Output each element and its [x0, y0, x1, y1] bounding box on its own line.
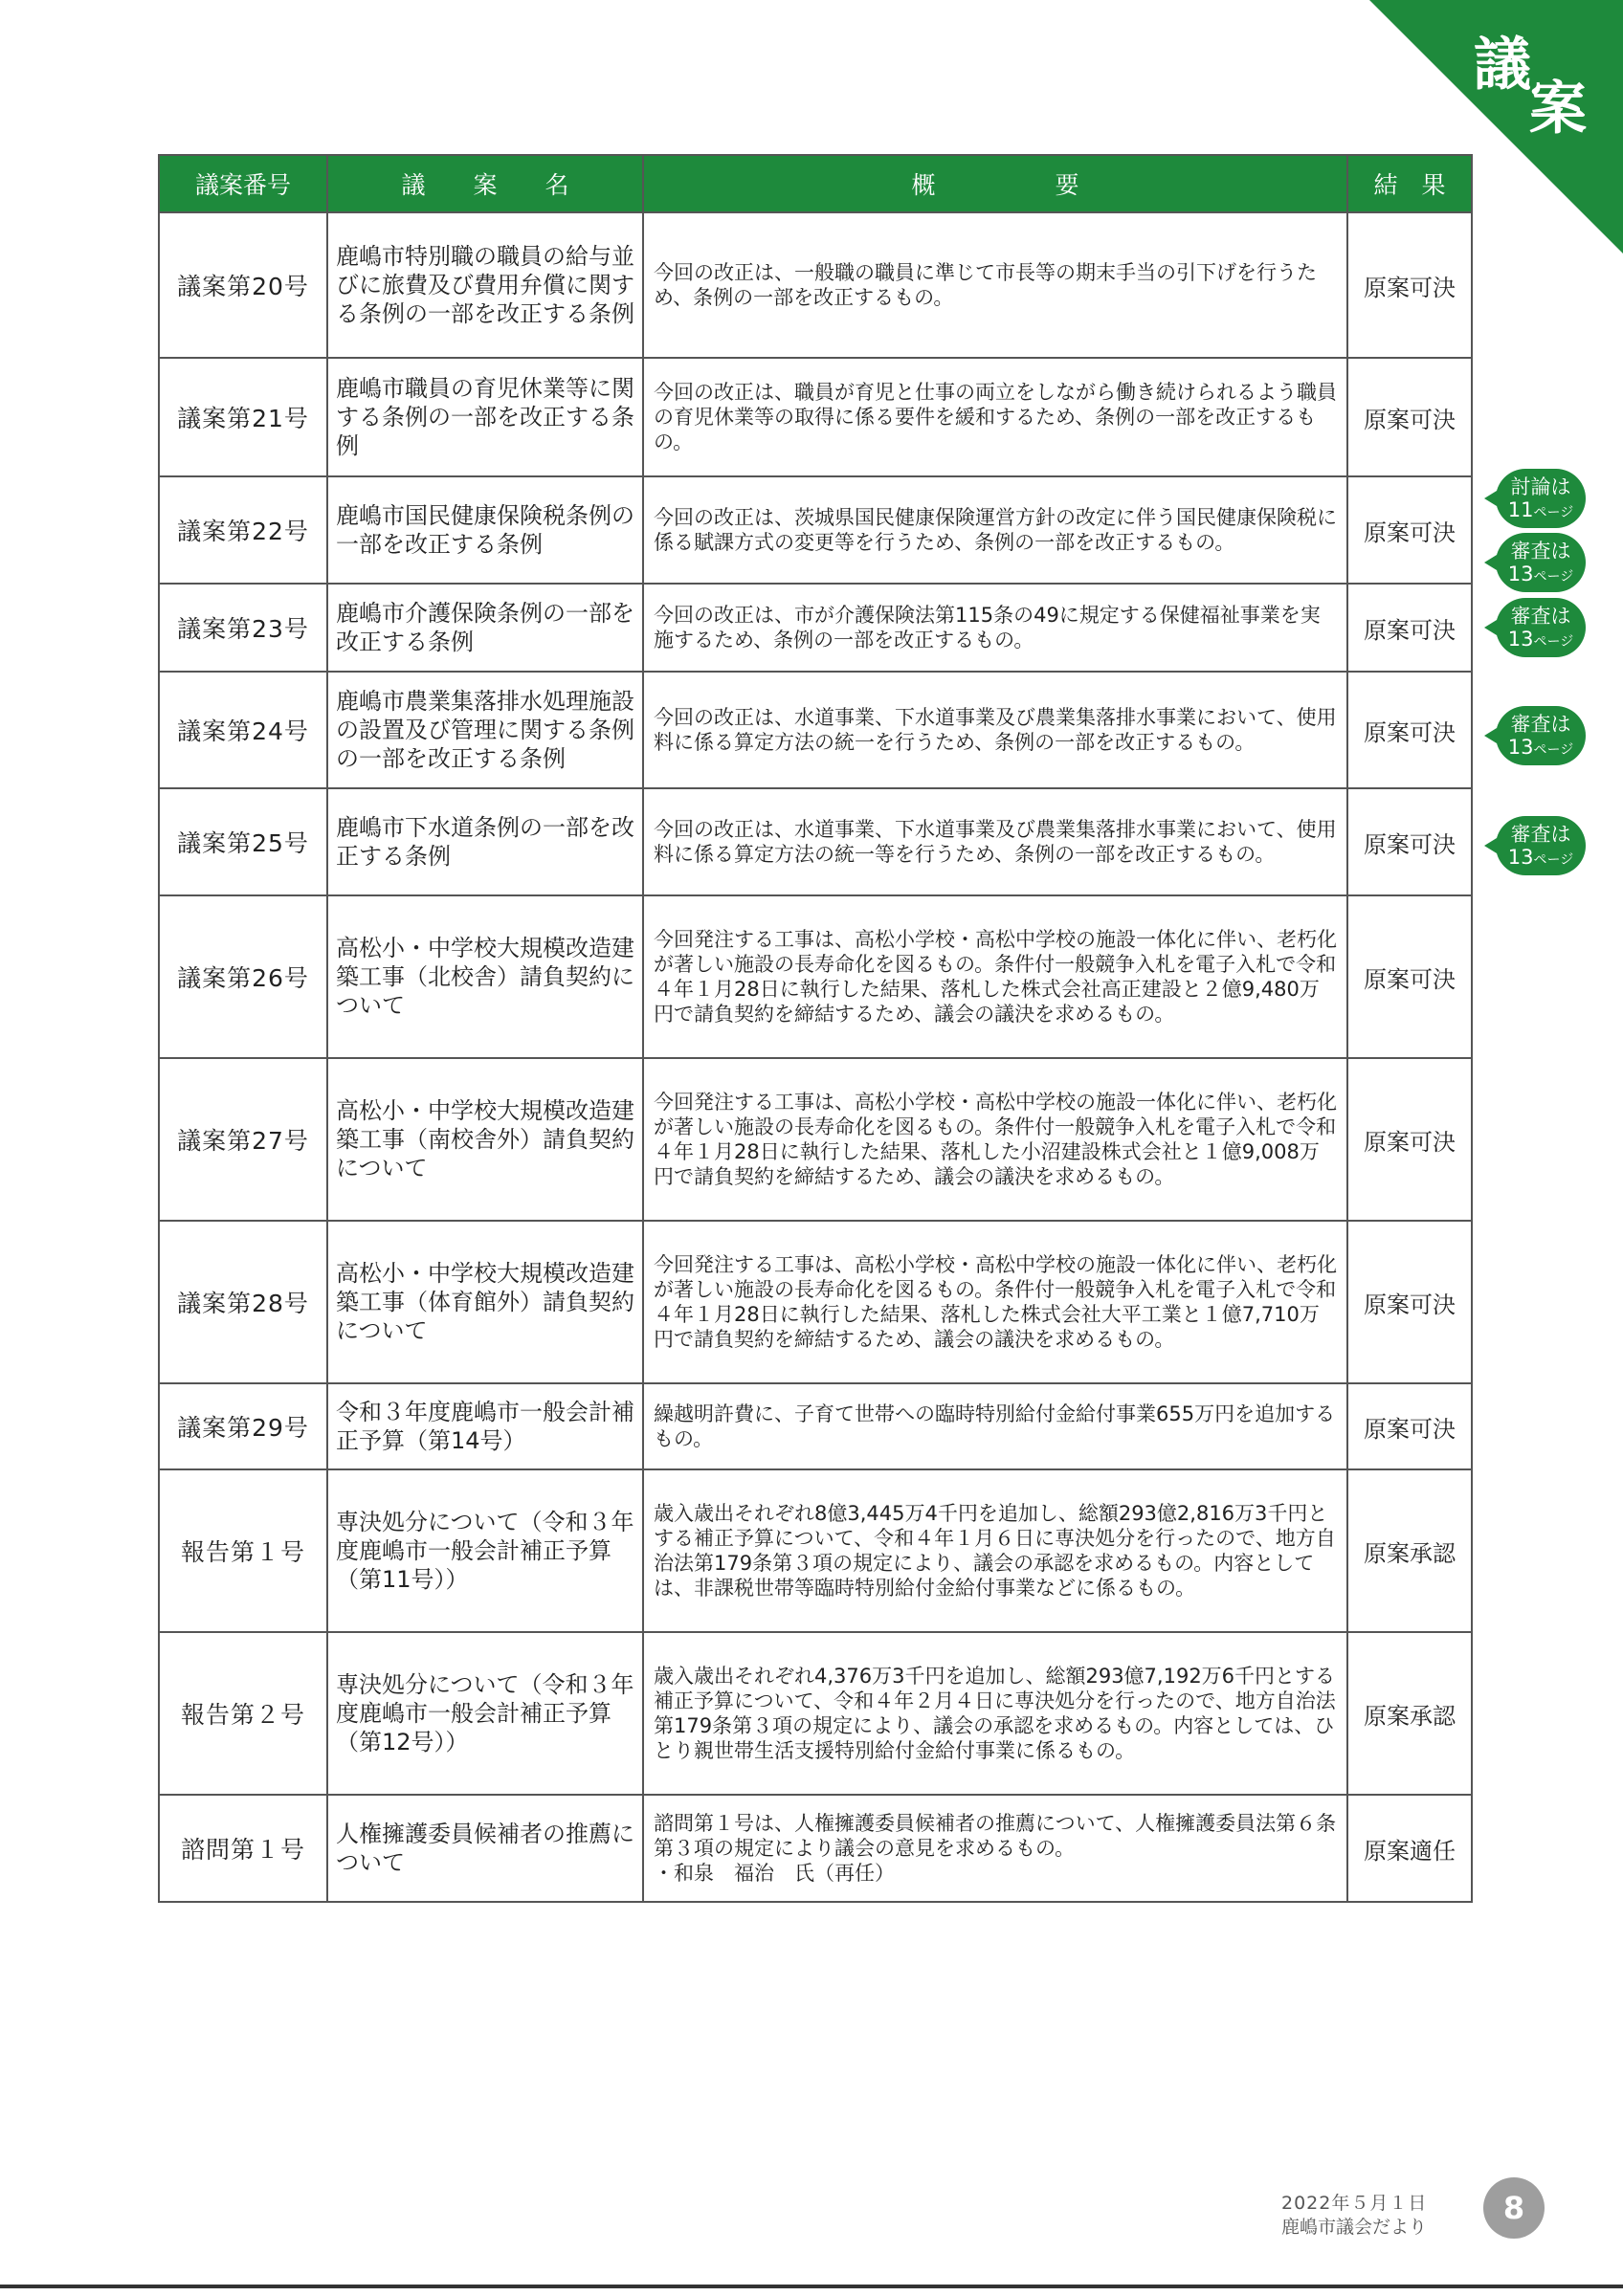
bill-result: 原案適任	[1347, 1795, 1472, 1902]
bill-name: 高松小・中学校大規模改造建築工事（北校舎）請負契約について	[327, 895, 643, 1058]
bill-summary	[643, 1058, 1347, 1221]
bill-summary	[643, 1383, 1347, 1469]
badge-page: 13	[1507, 736, 1534, 759]
bill-result: 原案可決	[1347, 358, 1472, 476]
review-page-ref-badge[interactable]	[1496, 816, 1586, 875]
bill-summary	[643, 584, 1347, 672]
bill-number: 議案第21号	[159, 358, 327, 476]
badge-unit: ページ	[1533, 742, 1574, 758]
table-row	[159, 788, 1472, 895]
bill-result: 原案可決	[1347, 895, 1472, 1058]
bill-name: 高松小・中学校大規模改造建築工事（体育館外）請負契約について	[327, 1221, 643, 1383]
bill-number: 議案第26号	[159, 895, 327, 1058]
bill-name: 鹿嶋市介護保険条例の一部を改正する条例	[327, 584, 643, 672]
badge-unit: ページ	[1533, 852, 1574, 868]
table-row	[159, 1469, 1472, 1632]
bill-name: 鹿嶋市農業集落排水処理施設の設置及び管理に関する条例の一部を改正する条例	[327, 672, 643, 788]
badge-page: 13	[1507, 563, 1534, 585]
table-row	[159, 476, 1472, 584]
bill-summary	[643, 1632, 1347, 1795]
header-result: 結 果	[1347, 155, 1472, 212]
bill-name: 鹿嶋市下水道条例の一部を改正する条例	[327, 788, 643, 895]
bill-summary-text: 歳入歳出それぞれ8億3,445万4千円を追加し、総額293億2,816万3千円とする補正予算について、令和４年１月６日に専決処分を行ったので、地方自治法第179条第３項の規定により、議会の承認を求めるもの。内容としては、非課税世帯等臨時特別給付金給付事業などに係るもの。	[654, 1502, 1336, 1600]
table-row	[159, 212, 1472, 358]
bill-number: 議案第25号	[159, 788, 327, 895]
review-page-ref-badge[interactable]	[1496, 533, 1586, 592]
bill-summary	[643, 788, 1347, 895]
bill-name: 鹿嶋市国民健康保険税条例の一部を改正する条例	[327, 476, 643, 584]
corner-label-char-2: 案	[1529, 76, 1587, 143]
badge-page: 13	[1507, 846, 1534, 869]
bill-number: 議案第22号	[159, 476, 327, 584]
bill-summary	[643, 358, 1347, 476]
corner-label-char-1: 議	[1474, 32, 1531, 99]
bill-number: 議案第27号	[159, 1058, 327, 1221]
bill-name: 鹿嶋市職員の育児休業等に関する条例の一部を改正する条例	[327, 358, 643, 476]
debate-page-ref-badge[interactable]	[1496, 469, 1586, 528]
bill-summary-text: 今回の改正は、市が介護保険法第115条の49に規定する保健福祉事業を実施するため、条例の一部を改正するもの。	[654, 604, 1321, 651]
bill-result: 原案可決	[1347, 212, 1472, 358]
table-row	[159, 1383, 1472, 1469]
badge-page: 11	[1507, 498, 1534, 521]
candidate-name: ・和泉 福治 氏（再任）	[654, 1862, 895, 1885]
bill-summary-text: 諮問第１号は、人権擁護委員候補者の推薦について、人権擁護委員法第６条第３項の規定により議会の意見を求めるもの。	[654, 1812, 1337, 1860]
bill-name: 専決処分について（令和３年度鹿嶋市一般会計補正予算（第11号））	[327, 1469, 643, 1632]
bill-summary	[643, 1795, 1347, 1902]
bill-summary-text: 今回の改正は、水道事業、下水道事業及び農業集落排水事業において、使用料に係る算定方法の統一を行うため、条例の一部を改正するもの。	[654, 706, 1337, 754]
table-row	[159, 1795, 1472, 1902]
page-number: 8	[1483, 2177, 1545, 2239]
bill-result: 原案可決	[1347, 788, 1472, 895]
bill-summary	[643, 476, 1347, 584]
table-header-row	[159, 155, 1472, 212]
bill-summary-text: 今回の改正は、茨城県国民健康保険運営方針の改定に伴う国民健康保険税に係る賦課方式の変更等を行うため、条例の一部を改正するもの。	[654, 506, 1337, 554]
bill-number: 議案第29号	[159, 1383, 327, 1469]
badge-label: 審査は	[1510, 605, 1571, 628]
table-row	[159, 584, 1472, 672]
badge-unit: ページ	[1533, 505, 1574, 520]
badge-page: 13	[1507, 628, 1534, 651]
badge-label: 審査は	[1510, 540, 1571, 563]
bill-result: 原案可決	[1347, 584, 1472, 672]
bill-name: 人権擁護委員候補者の推薦について	[327, 1795, 643, 1902]
bill-summary	[643, 212, 1347, 358]
bill-result: 原案可決	[1347, 1058, 1472, 1221]
table-body	[159, 212, 1472, 1902]
bill-name: 専決処分について（令和３年度鹿嶋市一般会計補正予算（第12号））	[327, 1632, 643, 1795]
badge-unit: ページ	[1533, 634, 1574, 650]
bill-name: 高松小・中学校大規模改造建築工事（南校舎外）請負契約について	[327, 1058, 643, 1221]
issue-date: 2022年５月１日	[1281, 2193, 1428, 2214]
header-name: 議 案 名	[327, 155, 643, 212]
bill-number: 諮問第１号	[159, 1795, 327, 1902]
table-row	[159, 1221, 1472, 1383]
bill-result: 原案可決	[1347, 1221, 1472, 1383]
bill-summary	[643, 672, 1347, 788]
table-row	[159, 672, 1472, 788]
bill-result: 原案承認	[1347, 1632, 1472, 1795]
bill-number: 報告第２号	[159, 1632, 327, 1795]
badge-label: 審査は	[1510, 823, 1571, 846]
bill-result: 原案可決	[1347, 1383, 1472, 1469]
review-page-ref-badge[interactable]	[1496, 706, 1586, 765]
bill-number: 報告第１号	[159, 1469, 327, 1632]
badge-unit: ページ	[1533, 569, 1574, 585]
table-row	[159, 358, 1472, 476]
bill-summary-text: 今回発注する工事は、高松小学校・高松中学校の施設一体化に伴い、老朽化が著しい施設の長寿命化を図るもの。条件付一般競争入札を電子入札で令和４年１月28日に執行した結果、落札した株式会社大平工業と１億7,710万円で請負契約を締結するため、議会の議決を求めるもの。	[654, 1253, 1337, 1351]
bottom-rule	[0, 2285, 1623, 2288]
bill-summary	[643, 895, 1347, 1058]
bill-result: 原案可決	[1347, 476, 1472, 584]
header-number: 議案番号	[159, 155, 327, 212]
bill-result: 原案可決	[1347, 672, 1472, 788]
badge-label: 審査は	[1510, 713, 1571, 736]
bill-name: 鹿嶋市特別職の職員の給与並びに旅費及び費用弁償に関する条例の一部を改正する条例	[327, 212, 643, 358]
table-row	[159, 1632, 1472, 1795]
header-summary: 概 要	[643, 155, 1347, 212]
bill-result: 原案承認	[1347, 1469, 1472, 1632]
bill-summary-text: 今回の改正は、一般職の職員に準じて市長等の期末手当の引下げを行うため、条例の一部を改正するもの。	[654, 261, 1317, 309]
bill-summary-text: 歳入歳出それぞれ4,376万3千円を追加し、総額293億7,192万6千円とする補正予算について、令和４年２月４日に専決処分を行ったので、地方自治法第179条第３項の規定により、議会の承認を求めるもの。内容としては、ひとり親世帯生活支援特別給付金給付事業に係るもの。	[654, 1665, 1336, 1762]
review-page-ref-badge[interactable]	[1496, 598, 1586, 657]
bill-summary-text: 今回発注する工事は、高松小学校・高松中学校の施設一体化に伴い、老朽化が著しい施設の長寿命化を図るもの。条件付一般競争入札を電子入札で令和４年１月28日に執行した結果、落札した小沼建設株式会社と１億9,008万円で請負契約を締結するため、議会の議決を求めるもの。	[654, 1091, 1337, 1188]
bill-number: 議案第20号	[159, 212, 327, 358]
bill-summary-text: 今回発注する工事は、高松小学校・高松中学校の施設一体化に伴い、老朽化が著しい施設の長寿命化を図るもの。条件付一般競争入札を電子入札で令和４年１月28日に執行した結果、落札した株式会社高正建設と２億9,480万円で請負契約を締結するため、議会の議決を求めるもの。	[654, 928, 1337, 1026]
bill-name: 令和３年度鹿嶋市一般会計補正予算（第14号）	[327, 1383, 643, 1469]
bill-summary-text: 今回の改正は、職員が育児と仕事の両立をしながら働き続けられるよう職員の育児休業等の取得に係る要件を緩和するため、条例の一部を改正するもの。	[654, 381, 1337, 453]
table-row	[159, 895, 1472, 1058]
table-row	[159, 1058, 1472, 1221]
bill-summary	[643, 1221, 1347, 1383]
bill-table	[158, 154, 1473, 1903]
bill-summary-text: 今回の改正は、水道事業、下水道事業及び農業集落排水事業において、使用料に係る算定方法の統一等を行うため、条例の一部を改正するもの。	[654, 818, 1337, 866]
bill-summary	[643, 1469, 1347, 1632]
badge-label: 討論は	[1510, 475, 1571, 498]
bill-summary-text: 繰越明許費に、子育て世帯への臨時特別給付金給付事業655万円を追加するもの。	[654, 1402, 1336, 1450]
publication-name: 鹿嶋市議会だより	[1281, 2217, 1428, 2238]
bill-number: 議案第28号	[159, 1221, 327, 1383]
bill-number: 議案第23号	[159, 584, 327, 672]
bill-number: 議案第24号	[159, 672, 327, 788]
